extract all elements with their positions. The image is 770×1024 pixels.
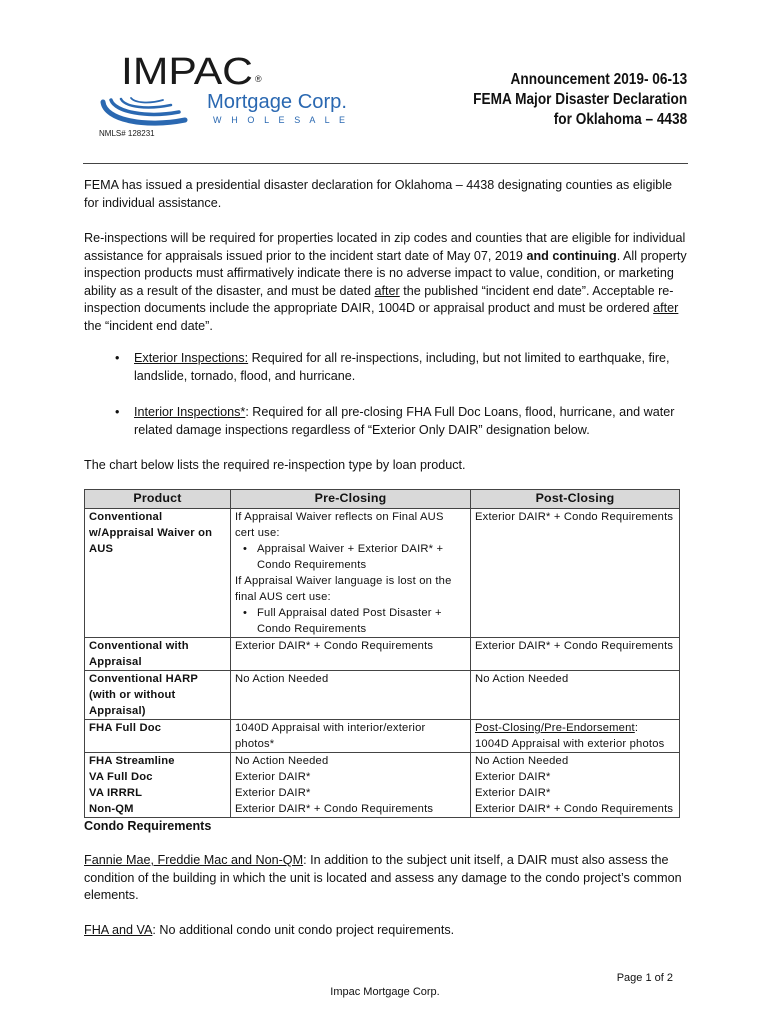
row-product: Conventional with Appraisal (85, 638, 231, 671)
bullet-icon: • (115, 405, 120, 419)
row-pre-closing: 1040D Appraisal with interior/exterior photos* (231, 720, 471, 753)
header-divider (83, 163, 688, 164)
row-pre-closing: Exterior DAIR* + Condo Requirements (231, 801, 471, 818)
row-product: VA IRRRL (85, 785, 231, 801)
announcement-subheading: for Oklahoma – 4438 (553, 111, 687, 128)
row-product: Conventional w/Appraisal Waiver on AUS (85, 509, 231, 638)
header-product: Product (85, 490, 231, 509)
footer-company: Impac Mortgage Corp. (330, 986, 440, 998)
bullet-icon: • (115, 351, 120, 365)
row-pre-closing: Exterior DAIR* (231, 769, 471, 785)
row-pre-closing: Exterior DAIR* + Condo Requirements (231, 638, 471, 671)
table-row (85, 509, 680, 638)
reinspection-table (84, 489, 680, 818)
announcement-title (473, 70, 687, 130)
logo-registered: ® (255, 74, 262, 84)
row-pre-closing: No Action Needed (231, 753, 471, 770)
row-post-closing: Exterior DAIR* + Condo Requirements (471, 801, 680, 818)
table-row (85, 753, 680, 770)
bullet-interior-inspections: • Interior Inspections*: Required for all pre-closing FHA Full Doc Loans, flood, hurricane, and water related damage inspections regardless of “Exterior Only DAIR” designation below. (115, 405, 675, 437)
table-row (85, 638, 680, 671)
row-post-closing: Exterior DAIR* (471, 785, 680, 801)
row-post-closing: Exterior DAIR* + Condo Requirements (471, 509, 680, 638)
row-product: FHA Full Doc (85, 720, 231, 753)
logo-subtitle: Mortgage Corp. (207, 91, 347, 113)
table-row (85, 720, 680, 753)
row-product: VA Full Doc (85, 769, 231, 785)
condo-fha-paragraph: FHA and VA: No additional condo unit condo project requirements. (84, 923, 455, 937)
row-product: Conventional HARP (with or without Appraisal) (85, 671, 231, 720)
impac-logo (95, 50, 365, 145)
intro-paragraph: FEMA has issued a presidential disaster declaration for Oklahoma – 4438 designating counties as eligible for individual assistance. (84, 178, 673, 210)
page-number: Page 1 of 2 (616, 972, 673, 984)
announcement-number: Announcement 2019- 06-13 (510, 71, 687, 88)
bullet-exterior-inspections: • Exterior Inspections: Required for all re-inspections, including, but not limited to earthquake, fire, landslide, tornado, flood, and hurricane. (115, 351, 670, 383)
table-row (85, 671, 680, 720)
row-post-closing: Exterior DAIR* (471, 769, 680, 785)
header-pre-closing: Pre-Closing (231, 490, 471, 509)
row-post-closing: Post-Closing/Pre-Endorsement: 1004D Appraisal with exterior photos (471, 720, 680, 753)
row-product: FHA Streamline (85, 753, 231, 770)
table-row (85, 769, 680, 785)
announcement-heading: FEMA Major Disaster Declaration (472, 91, 687, 108)
row-pre-closing: No Action Needed (231, 671, 471, 720)
reinspection-paragraph: Re-inspections will be required for properties located in zip codes and counties that are eligible for individual assistance for appraisals issued prior to the incident start date of May 07, 2019 and continuing. All property inspection products must affirmatively indicate there is no adverse impact to value, condition, or marketing ability as a result of the disaster, and must be dated after the published “incident end date”. Acceptable re-inspection documents include the appropriate DAIR, 1004D or appraisal product and must be ordered after the “incident end date”. (84, 231, 687, 333)
chart-intro: The chart below lists the required re-inspection type by loan product. (84, 458, 466, 472)
logo-brand: IMPAC (121, 51, 253, 93)
row-pre-closing: If Appraisal Waiver reflects on Final AUS cert use: • Appraisal Waiver + Exterior DAIR* + Condo Requirements If Appraisal Waiver language is lost on the final AUS cert use: • Full Appraisal dated Post Disaster + Condo Requirements (231, 509, 471, 638)
swirl-graphic (103, 98, 185, 123)
condo-heading: Condo Requirements (84, 819, 212, 833)
table-row (85, 785, 680, 801)
row-post-closing: No Action Needed (471, 671, 680, 720)
logo-division: W H O L E S A L E (213, 115, 345, 125)
condo-fannie-paragraph: Fannie Mae, Freddie Mac and Non-QM: In addition to the subject unit itself, a DAIR must also assess the condition of the building in which the unit is located and assess any damage to the condo project’s common elements. (84, 853, 682, 902)
row-post-closing: Exterior DAIR* + Condo Requirements (471, 638, 680, 671)
logo-nmls: NMLS# 128231 (99, 129, 155, 138)
table-row (85, 801, 680, 818)
row-pre-closing: Exterior DAIR* (231, 785, 471, 801)
row-product: Non-QM (85, 801, 231, 818)
table-header-row (85, 490, 680, 509)
row-post-closing: No Action Needed (471, 753, 680, 770)
header-post-closing: Post-Closing (471, 490, 680, 509)
